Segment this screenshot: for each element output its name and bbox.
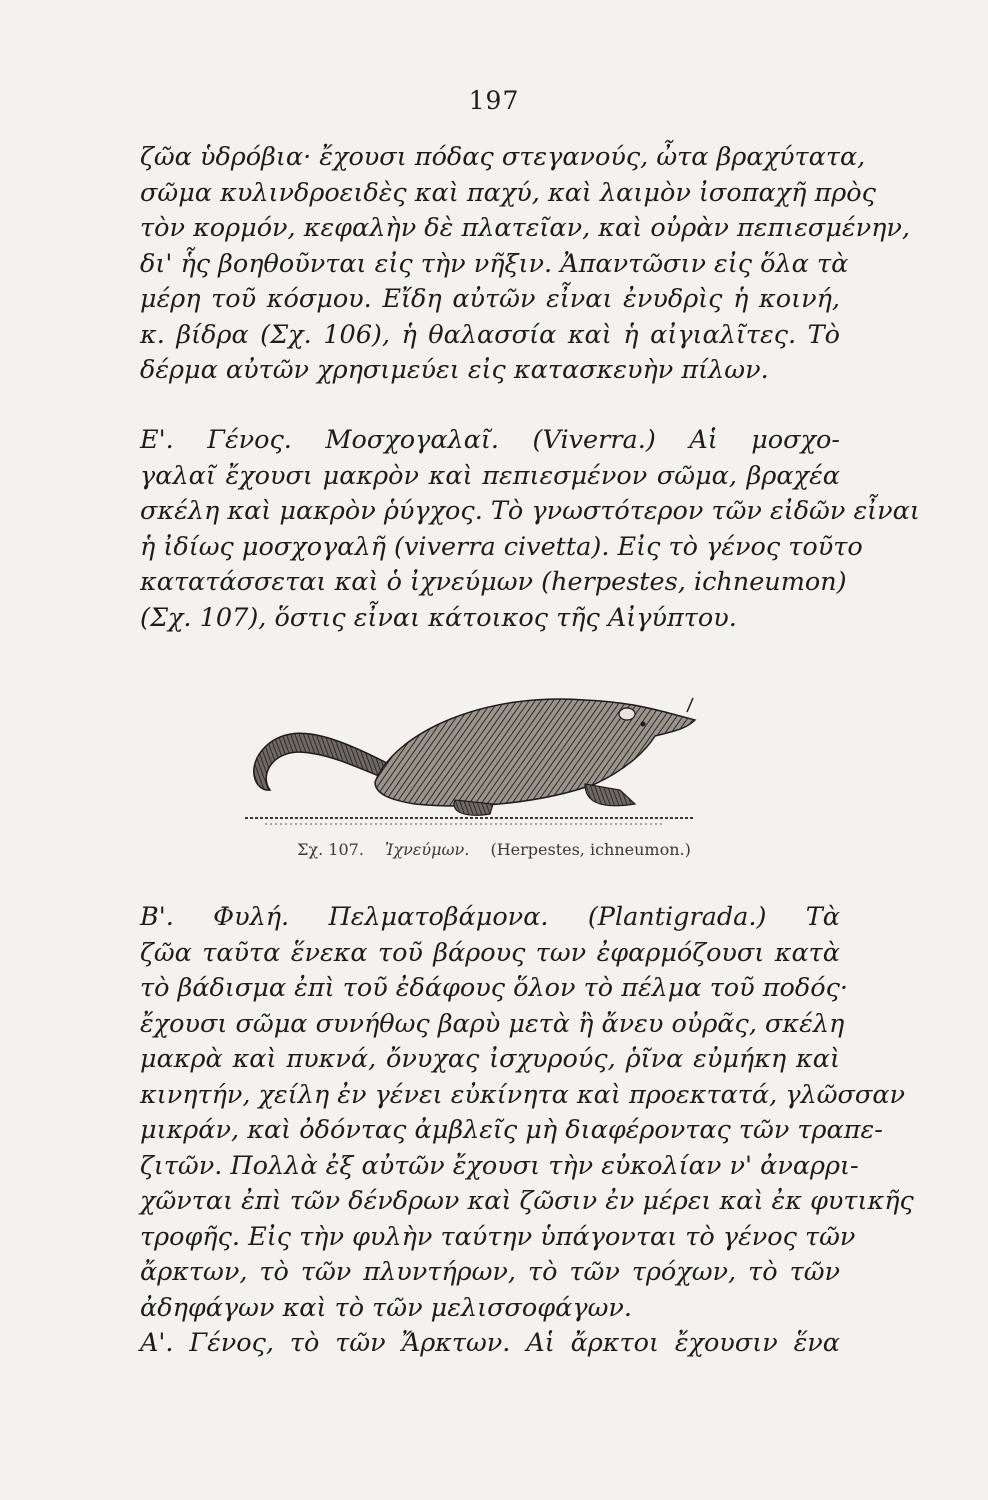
text-line: τροφῆς. Εἰς τὴν φυλὴν ταύτην ὑπάγονται τὸ γένος τῶν: [140, 1221, 856, 1252]
text-line: ἄρκτων, τὸ τῶν πλυντήρων, τὸ τῶν τρόχων, τὸ τῶν: [140, 1257, 840, 1287]
text-line: τὸν κορμόν, κεφαλὴν δὲ πλατεῖαν, καὶ οὐρὰν πεπιεσμένην,: [140, 213, 910, 243]
text-line: Β'. Φυλή. Πελματοβάμονα. (Plantigrada.) Τὰ: [140, 902, 840, 932]
text-line: χῶνται ἐπὶ τῶν δένδρων καὶ ζῶσιν ἐν μέρει καὶ ἐκ φυτικῆς: [140, 1186, 914, 1216]
text-line: μακρὰ καὶ πυκνά, ὄνυχας ἰσχυρούς, ῥῖνα εὐμήκη καὶ: [140, 1044, 840, 1074]
paragraph-otters: [140, 140, 910, 389]
text-line: ἀδηφάγων καὶ τὸ τῶν μελισσοφάγων.: [140, 1292, 632, 1323]
ichneumon-illustration: [225, 672, 715, 832]
caption-greek: Ἰχνεύμων.: [385, 840, 470, 859]
figure-ichneumon: [225, 672, 715, 832]
text-line: ζῶα ταῦτα ἕνεκα τοῦ βάρους των ἐφαρμόζουσι κατὰ: [140, 937, 840, 968]
text-line: κατατάσσεται καὶ ὁ ἰχνεύμων (herpestes, ichneumon): [140, 567, 847, 597]
text-line: γαλαῖ ἔχουσι μακρὸν καὶ πεπιεσμένον σῶμα, βραχέα: [140, 460, 840, 491]
text-line: ζιτῶν. Πολλὰ ἐξ αὐτῶν ἔχουσι τὴν εὐκολίαν ν' ἀναρρι-: [140, 1150, 859, 1181]
text-line: (Σχ. 107), ὅστις εἶναι κάτοικος τῆς Αἰγύπτου.: [140, 602, 737, 633]
paragraph-plantigrada: [140, 900, 914, 1326]
text-line: ἔχουσι σῶμα συνήθως βαρὺ μετὰ ἢ ἄνευ οὐρᾶς, σκέλη: [140, 1008, 845, 1039]
figure-caption: [0, 840, 988, 859]
page-number: 197: [468, 86, 520, 115]
text-line: Α'. Γένος, τὸ τῶν Ἄρκτων. Αἱ ἄρκτοι ἔχουσιν ἕνα: [140, 1328, 840, 1358]
text-line: δι' ἧς βοηθοῦνται εἰς τὴν νῆξιν. Ἀπαντῶσιν εἰς ὅλα τὰ: [140, 248, 849, 279]
caption-label: Σχ. 107.: [297, 840, 364, 859]
text-line: σκέλη καὶ μακρὸν ῥύγχος. Τὸ γνωστότερον τῶν εἰδῶν εἶναι: [140, 496, 920, 526]
text-line: ἡ ἰδίως μοσχογαλῆ (viverra civetta). Εἰς τὸ γένος τοῦτο: [140, 531, 863, 562]
text-line: μέρη τοῦ κόσμου. Εἴδη αὐτῶν εἶναι ἐνυδρὶς ἡ κοινή,: [140, 284, 840, 314]
text-line: κινητήν, χείλη ἐν γένει εὐκίνητα καὶ προεκτατά, γλῶσσαν: [140, 1079, 906, 1110]
text-line: τὸ βάδισμα ἐπὶ τοῦ ἐδάφους ὅλον τὸ πέλμα τοῦ ποδός·: [140, 973, 848, 1003]
text-line: κ. βίδρα (Σχ. 106), ἡ θαλασσία καὶ ἡ αἰγιαλῖτες. Τὸ: [140, 319, 840, 350]
paragraph-bears: [140, 1326, 840, 1362]
text-line: δέρμα αὐτῶν χρησιμεύει εἰς κατασκευὴν πίλων.: [140, 355, 769, 385]
text-line: μικράν, καὶ ὀδόντας ἀμβλεῖς μὴ διαφέροντας τῶν τραπε-: [140, 1115, 883, 1145]
caption-latin: (Herpestes, ichneumon.): [490, 840, 691, 859]
text-line: ζῶα ὑδρόβια· ἔχουσι πόδας στεγανούς, ὦτα βραχύτατα,: [140, 142, 866, 172]
paragraph-viverra: [140, 423, 920, 636]
text-line: Ε'. Γένος. Μοσχογαλαῖ. (Viverra.) Αἱ μοσχο-: [140, 425, 840, 455]
text-line: σῶμα κυλινδροειδὲς καὶ παχύ, καὶ λαιμὸν ἰσοπαχῆ πρὸς: [140, 177, 876, 208]
